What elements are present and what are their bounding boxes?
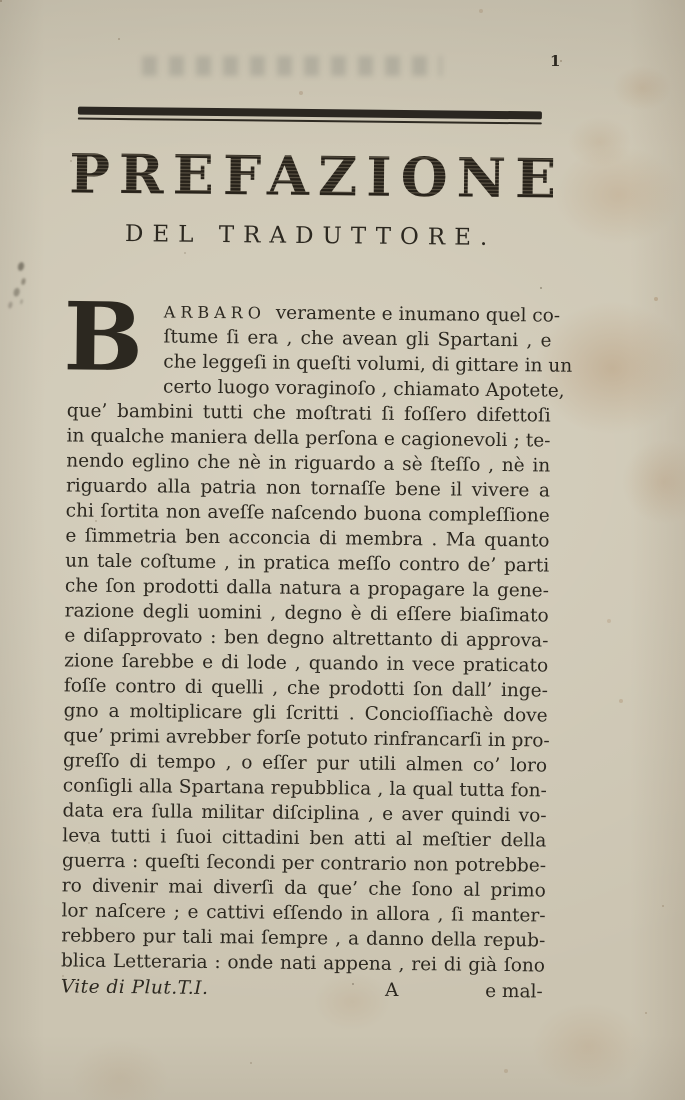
text-line: greſſo di tempo , o eſſer pur utili almen co’ loro bbox=[63, 750, 548, 777]
head-rule bbox=[78, 107, 542, 125]
text-line: conſigli alla Spartana repubblica , la qual tutta fon- bbox=[62, 775, 547, 802]
printed-block bbox=[60, 102, 573, 1003]
text-line: que’ bambini tutti che moſtrati ſi foſſero difettoſi bbox=[66, 400, 551, 427]
page-footer bbox=[61, 974, 545, 1005]
margin-ink-smudge bbox=[17, 261, 25, 271]
catchword: e mal- bbox=[485, 980, 543, 1003]
text-line: leva tutti i ſuoi cittadini ben atti al meſtier della bbox=[62, 825, 547, 852]
text-line: nendo eglino che nè in riguardo a sè ſteſſo , nè in bbox=[66, 450, 551, 477]
text-line: ro divenir mai diverſi da que’ che ſono al primo bbox=[61, 875, 546, 902]
text-line: blica Letteraria : onde nati appena , rei di già ſono bbox=[60, 950, 546, 977]
signature-mark: A bbox=[384, 979, 399, 1001]
text-line: in qualche maniera della perſona e cagionevoli ; te- bbox=[66, 425, 551, 452]
text-line: certo luogo voraginoſo , chiamato Apotete, bbox=[162, 376, 565, 402]
text-line: chi ſortita non aveſſe naſcendo buona compleſſione bbox=[65, 500, 550, 527]
volume-footer-label: Vite di Plut.T.I. bbox=[60, 976, 209, 999]
text-line: un tale coſtume , in pratica meſſo contro de’ parti bbox=[65, 550, 550, 577]
text-line: guerra : queſti ſecondi per contrario non potrebbe- bbox=[61, 850, 547, 877]
first-line-text: veramente e inumano quel co- bbox=[275, 302, 561, 327]
page-number: 1 bbox=[550, 52, 561, 70]
text-line: e diſapprovato : ben degno altrettanto di approva- bbox=[64, 625, 549, 652]
text-line: lor naſcere ; e cattivi eſſendo in allora , ſi manter- bbox=[61, 900, 546, 927]
paper-specks bbox=[0, 0, 2, 2]
text-line: che ſon prodotti dalla natura a propagare la gene- bbox=[64, 575, 550, 602]
text-line: ſtume ſi era , che avean gli Spartani , e bbox=[163, 326, 552, 352]
text-line: que’ primi avrebber forſe potuto rinfrancarſi in pro- bbox=[63, 725, 550, 752]
page-title: PREFAZIONE bbox=[68, 141, 566, 211]
body-text bbox=[60, 282, 573, 1005]
page-subtitle: DEL TRADUTTORE. bbox=[124, 221, 497, 251]
text-line: zione ſarebbe e di lode , quando in vece praticato bbox=[64, 650, 549, 677]
text-line: gno a moltiplicare gli ſcritti . Concioſſiachè dove bbox=[63, 700, 548, 727]
drop-cap bbox=[62, 282, 164, 399]
opening-word-smallcaps: ARBARO bbox=[163, 302, 266, 323]
text-line: riguardo alla patria non tornaſſe bene il vivere a bbox=[65, 475, 551, 502]
show-through-ghost bbox=[142, 56, 442, 76]
text-line: che leggeſi in queſti volumi, di gittare in un bbox=[163, 351, 573, 377]
text-line: rebbero pur tali mai ſempre , a danno della repub- bbox=[61, 925, 546, 952]
text-line: foſſe contro di quelli , che prodotti ſon dall’ inge- bbox=[63, 675, 548, 702]
text-line: data era ſulla militar diſciplina , e aver quindi vo- bbox=[62, 800, 547, 827]
text-line: e ſimmetria ben acconcia di membra . Ma quanto bbox=[65, 525, 550, 552]
drop-cap-letter: B bbox=[62, 282, 144, 394]
text-line: razione degli uomini , degno è di eſſere biaſimato bbox=[64, 600, 549, 627]
